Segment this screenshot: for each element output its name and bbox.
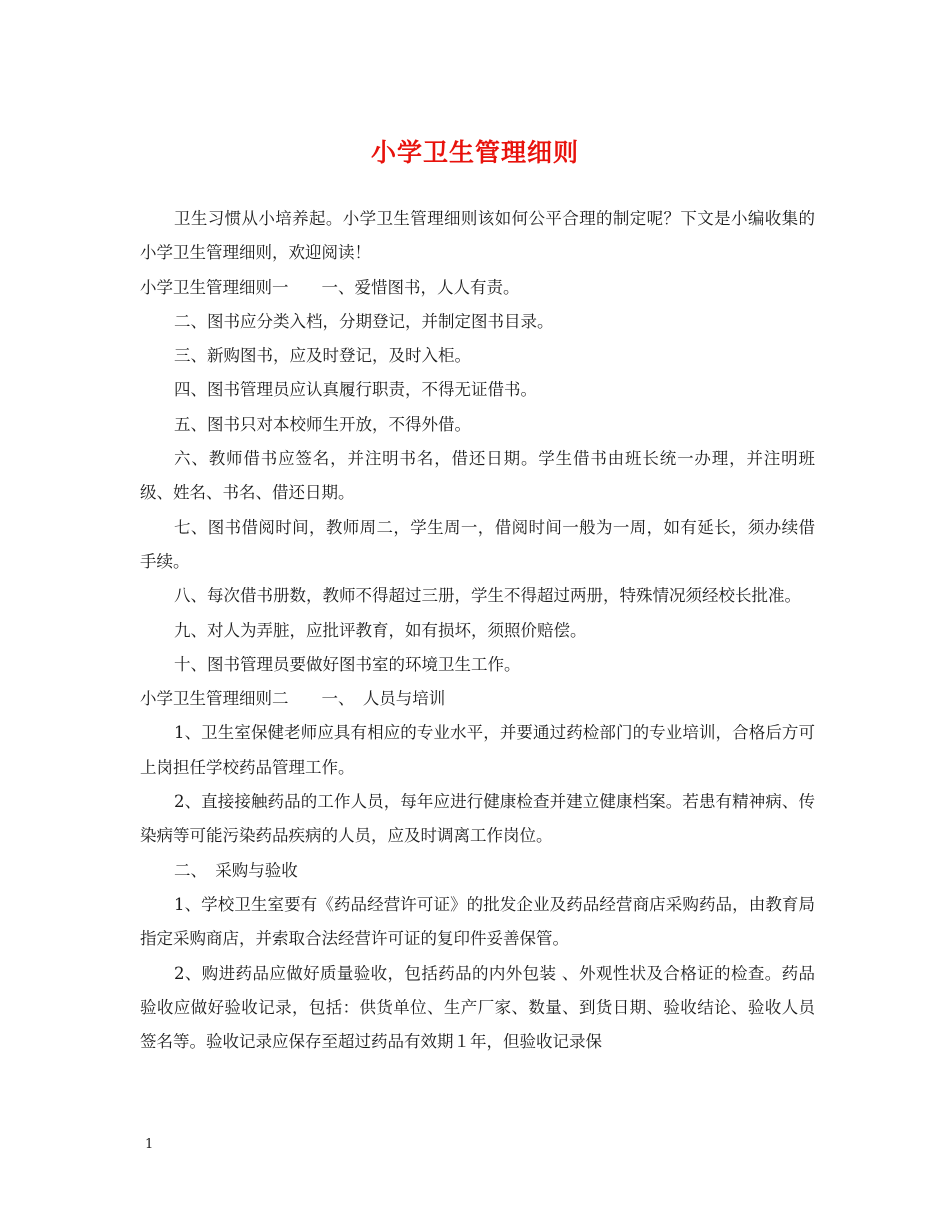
body-paragraph: 1、卫生室保健老师应具有相应的专业水平，并要通过药检部门的专业培训，合格后方可上岗担任学校药品管理工作。 (140, 723, 815, 777)
body-paragraph: 十、图书管理员要做好图书室的环境卫生工作。 (174, 654, 521, 674)
body-paragraph: 二、 采购与验收 (174, 860, 298, 880)
body-paragraph: 六、教师借书应签名，并注明书名，借还日期。学生借书由班长统一办理，并注明班级、姓名、书名、借还日期。 (140, 449, 815, 503)
body-paragraph: 八、每次借书册数，教师不得超过三册，学生不得超过两册，特殊情况须经校长批准。 (174, 586, 801, 606)
body-paragraph: 2、直接接触药品的工作人员，每年应进行健康检查并建立健康档案。若患有精神病、传染病等可能污染药品疾病的人员，应及时调离工作岗位。 (140, 792, 815, 846)
body-paragraph: 七、图书借阅时间，教师周二，学生周一，借阅时间一般为一周，如有延长，须办续借手续。 (140, 517, 815, 571)
section-heading-paragraph: 小学卫生管理细则二 一、 人员与培训 (140, 689, 446, 709)
body-paragraph: 九、对人为弄脏，应批评教育，如有损坏，须照价赔偿。 (174, 620, 587, 640)
section-heading-paragraph: 小学卫生管理细则一 一、爱惜图书，人人有责。 (140, 277, 520, 297)
body-paragraph: 二、图书应分类入档，分期登记，并制定图书目录。 (174, 311, 554, 331)
document-body (140, 202, 815, 1059)
document-title: 小学卫生管理细则 (370, 138, 579, 167)
body-paragraph: 卫生习惯从小培养起。小学卫生管理细则该如何公平合理的制定呢？下文是小编收集的小学卫生管理细则，欢迎阅读！ (140, 209, 815, 263)
body-paragraph: 四、图书管理员应认真履行职责，不得无证借书。 (174, 380, 537, 400)
body-paragraph: 五、图书只对本校师生开放，不得外借。 (174, 414, 471, 434)
page-number: 1 (145, 1137, 154, 1152)
body-paragraph: 三、新购图书，应及时登记，及时入柜。 (174, 346, 471, 366)
body-paragraph: 1、学校卫生室要有《药品经营许可证》的批发企业及药品经营商店采购药品，由教育局指定采购商店，并索取合法经营许可证的复印件妥善保管。 (140, 894, 815, 949)
body-paragraph: 2、购进药品应做好质量验收，包括药品的内外包装 、外观性状及合格证的检查。药品验收应做好验收记录，包括：供货单位、生产厂家、数量、到货日期、验收结论、验收人员签名等。验收记录应保存至超过药品有效期１年，但验收记录保 (140, 963, 815, 1052)
